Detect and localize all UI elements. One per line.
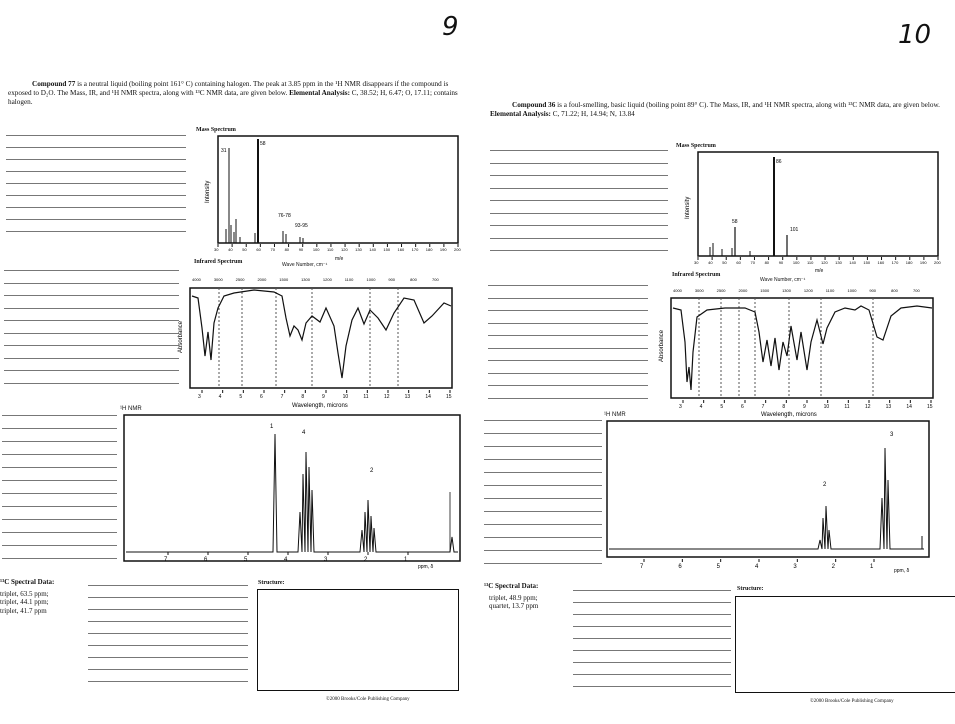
tick-label: 60: [736, 260, 741, 265]
tick-label: 6: [204, 557, 208, 563]
tick-label: 4000: [192, 277, 201, 282]
tick-label: 3000: [213, 277, 223, 282]
answer-line[interactable]: [6, 207, 186, 208]
answer-line[interactable]: [488, 360, 648, 361]
nmr-peak-label: 2: [823, 482, 827, 488]
structure-box-right[interactable]: [735, 596, 955, 693]
tick-label: 15: [446, 394, 452, 400]
tick-label: 15: [927, 404, 933, 410]
answer-line[interactable]: [6, 135, 186, 136]
tick-label: 2: [364, 557, 368, 563]
tick-label: 190: [919, 260, 927, 265]
footer-left: ©2000 Brooks/Cole Publishing Company: [326, 697, 410, 702]
mass-ylabel: Intensity: [205, 180, 211, 203]
answer-line[interactable]: [488, 348, 648, 349]
analysis-label: Elemental Analysis:: [490, 110, 551, 118]
tick-label: 130: [355, 247, 362, 252]
compound-name: Compound 36: [512, 101, 556, 109]
tick-label: 1200: [322, 277, 332, 282]
tick-label: 160: [877, 260, 885, 265]
tick-label: 6: [260, 394, 263, 400]
tick-label: 4: [284, 557, 288, 563]
tick-label: 3: [679, 404, 682, 410]
analysis-text: C, 38.52; H, 6.47; O, 17.11; contains halogen.: [8, 89, 458, 106]
tick-label: 180: [425, 247, 433, 252]
answer-line[interactable]: [4, 358, 179, 359]
tick-label: 140: [369, 247, 376, 252]
answer-line[interactable]: [490, 250, 668, 251]
answer-line[interactable]: [573, 650, 731, 651]
answer-line[interactable]: [2, 519, 117, 520]
tick-label: 3: [198, 394, 201, 400]
tick-label: 11: [363, 394, 369, 400]
mass-peak-label: 101: [790, 227, 799, 233]
answer-line[interactable]: [6, 171, 186, 172]
tick-label: 12: [865, 404, 871, 410]
tick-label: 90: [778, 260, 784, 265]
mass-peak-label: 93-95: [295, 223, 308, 229]
answer-line[interactable]: [2, 454, 117, 455]
mass-peak-label: 76-78: [278, 213, 291, 219]
tick-label: 80: [764, 260, 770, 265]
answer-line[interactable]: [573, 674, 731, 675]
structure-label: Structure:: [258, 580, 285, 586]
nmr-title: ¹H NMR: [604, 412, 626, 418]
tick-label: 150: [863, 260, 871, 265]
answer-line[interactable]: [488, 335, 648, 336]
tick-label: 10: [823, 404, 830, 410]
answer-line[interactable]: [484, 550, 602, 551]
tick-label: 170: [411, 247, 419, 252]
c13-block-left: [0, 578, 54, 615]
nmr-peak-label: 3: [890, 432, 894, 438]
tick-label: 700: [432, 277, 439, 282]
answer-line[interactable]: [2, 493, 117, 494]
tick-label: 13: [885, 404, 892, 410]
answer-line[interactable]: [88, 657, 248, 658]
answer-line[interactable]: [490, 213, 668, 214]
mass-peak-label: 31: [221, 148, 227, 154]
tick-label: 800: [410, 277, 417, 282]
tick-label: 3: [793, 564, 797, 570]
mass-xlabel: m/e: [335, 256, 344, 261]
ir-top-label: Wave Number, cm⁻¹: [282, 262, 328, 268]
tick-label: 70: [750, 260, 755, 265]
answer-line[interactable]: [4, 383, 179, 384]
answer-line[interactable]: [490, 225, 668, 226]
tick-label: 150: [383, 247, 391, 252]
answer-line[interactable]: [484, 472, 602, 473]
ir-xlabel: Wavelength, microns: [761, 412, 817, 418]
answer-line[interactable]: [4, 270, 179, 271]
mass-peak-label: 86: [776, 159, 782, 165]
tick-label: 130: [835, 260, 842, 265]
answer-line[interactable]: [488, 285, 648, 286]
ir-top-label: Wave Number, cm⁻¹: [760, 277, 806, 283]
tick-label: 2000: [738, 288, 748, 293]
answer-line[interactable]: [573, 686, 731, 687]
answer-line[interactable]: [484, 433, 602, 434]
tick-label: 1000: [366, 277, 376, 282]
compound-description-left: [8, 80, 464, 107]
tick-label: 1500: [279, 277, 289, 282]
tick-label: 1: [870, 564, 874, 570]
tick-label: 40: [228, 247, 233, 252]
tick-label: 100: [792, 260, 800, 265]
answer-line[interactable]: [6, 147, 186, 148]
answer-line[interactable]: [573, 590, 731, 591]
answer-line[interactable]: [2, 506, 117, 507]
tick-label: 120: [341, 247, 348, 252]
mass-spectrum-title: Mass Spectrum: [196, 127, 236, 133]
tick-label: 700: [913, 288, 920, 293]
c13-line: triplet, 48.9 ppm;: [489, 593, 538, 602]
page-number-left: 9: [442, 12, 459, 42]
tick-label: 13: [404, 394, 411, 400]
tick-label: 40: [708, 260, 713, 265]
tick-label: 160: [397, 247, 405, 252]
nmr-peak-label: 1: [270, 424, 274, 430]
tick-label: 10: [342, 394, 349, 400]
tick-label: 900: [388, 277, 396, 282]
answer-line[interactable]: [88, 597, 248, 598]
answer-line[interactable]: [484, 537, 602, 538]
structure-box-left[interactable]: [257, 589, 459, 691]
answer-line[interactable]: [484, 498, 602, 499]
tick-label: 1300: [782, 288, 791, 293]
tick-label: 30: [214, 247, 219, 252]
compound-description-right: [490, 101, 945, 119]
c13-title: ¹³C Spectral Data:: [0, 578, 55, 586]
tick-label: 2: [831, 564, 836, 570]
answer-line[interactable]: [573, 662, 731, 663]
ir-title: Infrared Spectrum: [194, 259, 243, 265]
answer-line[interactable]: [2, 558, 117, 559]
answer-line[interactable]: [2, 545, 117, 546]
answer-line[interactable]: [484, 524, 602, 525]
tick-label: 4: [699, 404, 703, 410]
nmr-peak-label: 4: [302, 430, 306, 436]
tick-label: 50: [722, 260, 727, 265]
answer-line[interactable]: [488, 385, 648, 386]
c13-line: triplet, 41.7 ppm: [0, 606, 47, 615]
compound-text: is a foul-smelling, basic liquid (boiling point 89° C). The Mass, IR, and ¹H NMR spectra, along with ¹³C NMR data, are given below.: [555, 101, 940, 109]
tick-label: 14: [425, 394, 431, 400]
answer-line[interactable]: [2, 415, 117, 416]
tick-label: 9: [803, 404, 806, 410]
tick-label: 180: [905, 260, 913, 265]
tick-label: 120: [821, 260, 828, 265]
ir-ylabel: Absorbance: [659, 329, 665, 362]
tick-label: 7: [164, 557, 168, 563]
ir-title: Infrared Spectrum: [672, 272, 721, 278]
answer-line[interactable]: [484, 420, 602, 421]
answer-line[interactable]: [4, 295, 179, 296]
tick-label: 11: [844, 404, 850, 410]
nmr-title: ¹H NMR: [120, 406, 142, 412]
mass-ylabel: Intensity: [685, 196, 691, 219]
answer-line[interactable]: [573, 626, 731, 627]
answer-line[interactable]: [6, 183, 186, 184]
footer-right: ©2000 Brooks/Cole Publishing Company: [810, 699, 894, 704]
tick-label: 80: [284, 247, 290, 252]
answer-line[interactable]: [490, 150, 668, 151]
ir-top-ticks: [192, 277, 439, 282]
tick-label: 170: [891, 260, 899, 265]
answer-line[interactable]: [6, 219, 186, 220]
tick-label: 70: [270, 247, 275, 252]
tick-label: 200: [934, 260, 941, 265]
answer-line[interactable]: [484, 485, 602, 486]
tick-label: 8: [782, 404, 786, 410]
tick-label: 60: [256, 247, 261, 252]
tick-label: 2500: [235, 277, 245, 282]
ir-spectrum-right: [655, 282, 945, 420]
answer-line[interactable]: [4, 308, 179, 309]
tick-label: 2000: [257, 277, 267, 282]
tick-label: 1100: [825, 288, 835, 293]
c13-line: quartet, 13.7 ppm: [489, 602, 539, 610]
tick-label: 900: [869, 288, 877, 293]
mass-x-ticks: [214, 244, 461, 252]
tick-label: 4000: [673, 288, 682, 293]
tick-label: 110: [326, 247, 334, 252]
tick-label: 90: [298, 247, 304, 252]
c13-line: triplet, 63.5 ppm;: [0, 589, 49, 598]
answer-line[interactable]: [490, 238, 668, 239]
tick-label: 1: [404, 557, 408, 563]
answer-line[interactable]: [573, 614, 731, 615]
tick-label: 3: [324, 557, 328, 563]
c13-block-right: [484, 582, 538, 611]
ir-bottom-ticks: [679, 400, 933, 410]
structure-label: Structure:: [737, 586, 764, 592]
answer-line[interactable]: [2, 480, 117, 481]
tick-label: 6: [678, 564, 682, 570]
answer-line[interactable]: [88, 669, 248, 670]
ir-xlabel: Wavelength, microns: [292, 403, 348, 409]
nmr-spectrum-left: [120, 412, 465, 572]
tick-label: 100: [312, 247, 320, 252]
answer-line[interactable]: [484, 446, 602, 447]
tick-label: 50: [242, 247, 247, 252]
nmr-ticks: [640, 559, 874, 570]
answer-line[interactable]: [6, 231, 186, 232]
answer-line[interactable]: [4, 370, 179, 371]
answer-line[interactable]: [2, 441, 117, 442]
ir-ylabel: Absorbance: [178, 320, 184, 353]
answer-line[interactable]: [490, 163, 668, 164]
mass-spectrum-left: [200, 133, 462, 261]
answer-line[interactable]: [490, 188, 668, 189]
answer-line[interactable]: [2, 532, 117, 533]
page-number-right: 10: [898, 20, 932, 50]
mass-xlabel: m/e: [815, 268, 824, 274]
tick-label: 110: [806, 260, 814, 265]
tick-label: 190: [439, 247, 447, 252]
answer-line[interactable]: [484, 459, 602, 460]
tick-label: 4: [755, 564, 759, 570]
answer-line[interactable]: [490, 175, 668, 176]
answer-line[interactable]: [6, 195, 186, 196]
answer-line[interactable]: [573, 638, 731, 639]
compound-text: is a neutral liquid (boiling point 161° C) containing halogen. The peak at 3.85 ppm in the ¹H NMR disappears if the compound is exposed to D₂O. The Mass, IR, and ¹H NMR spectra, along with ¹³C NMR data, are given below.: [8, 80, 449, 97]
ir-bottom-ticks: [198, 390, 452, 400]
nmr-spectrum-right: [604, 418, 934, 575]
tick-label: 9: [322, 394, 325, 400]
answer-line[interactable]: [4, 345, 179, 346]
tick-label: 3000: [694, 288, 704, 293]
tick-label: 5: [239, 394, 243, 400]
answer-line[interactable]: [88, 609, 248, 610]
answer-line[interactable]: [6, 159, 186, 160]
nmr-peak-label: 2: [370, 468, 374, 474]
tick-label: 7: [761, 404, 765, 410]
ir-top-ticks: [673, 288, 920, 293]
answer-line[interactable]: [488, 373, 648, 374]
tick-label: 800: [891, 288, 898, 293]
mass-spectrum-right: [680, 149, 942, 274]
answer-line[interactable]: [488, 310, 648, 311]
tick-label: 6: [741, 404, 744, 410]
answer-line[interactable]: [4, 333, 179, 334]
tick-label: 2500: [716, 288, 726, 293]
mass-peak-label: 58: [732, 219, 738, 225]
answer-line[interactable]: [488, 298, 648, 299]
answer-line[interactable]: [573, 602, 731, 603]
nmr-axis: ppm, δ: [418, 564, 434, 570]
answer-line[interactable]: [2, 428, 117, 429]
compound-name: Compound 77: [32, 80, 76, 88]
tick-label: 14: [906, 404, 912, 410]
tick-label: 1500: [760, 288, 770, 293]
answer-line[interactable]: [484, 563, 602, 564]
mass-peak-label: 58: [260, 141, 266, 147]
answer-line[interactable]: [484, 511, 602, 512]
tick-label: 1000: [847, 288, 857, 293]
tick-label: 5: [244, 557, 248, 563]
tick-label: 30: [694, 260, 699, 265]
tick-label: 1100: [344, 277, 354, 282]
tick-label: 1300: [301, 277, 310, 282]
c13-title: ¹³C Spectral Data:: [484, 582, 539, 590]
analysis-label: Elemental Analysis:: [289, 89, 350, 97]
tick-label: 5: [720, 404, 724, 410]
answer-line[interactable]: [88, 681, 248, 682]
answer-line[interactable]: [490, 200, 668, 201]
answer-line[interactable]: [488, 398, 648, 399]
ir-spectrum-left: [174, 268, 464, 410]
mass-x-ticks: [694, 257, 941, 265]
c13-line: triplet, 44.1 ppm;: [0, 598, 49, 606]
tick-label: 4: [218, 394, 222, 400]
mass-spectrum-title: Mass Spectrum: [676, 143, 716, 149]
answer-line[interactable]: [4, 320, 179, 321]
tick-label: 7: [640, 564, 644, 570]
answer-line[interactable]: [488, 323, 648, 324]
answer-line[interactable]: [4, 283, 179, 284]
tick-label: 8: [301, 394, 305, 400]
tick-label: 12: [384, 394, 390, 400]
tick-label: 7: [280, 394, 284, 400]
answer-line[interactable]: [88, 621, 248, 622]
tick-label: 5: [716, 564, 721, 570]
tick-label: 140: [849, 260, 856, 265]
answer-line[interactable]: [88, 633, 248, 634]
analysis-text: C, 71.22; H, 14.94; N, 13.84: [550, 110, 635, 118]
answer-line[interactable]: [88, 585, 248, 586]
answer-line[interactable]: [2, 467, 117, 468]
tick-label: 1200: [803, 288, 813, 293]
nmr-axis: ppm, δ: [894, 568, 910, 574]
tick-label: 200: [454, 247, 461, 252]
answer-line[interactable]: [88, 645, 248, 646]
